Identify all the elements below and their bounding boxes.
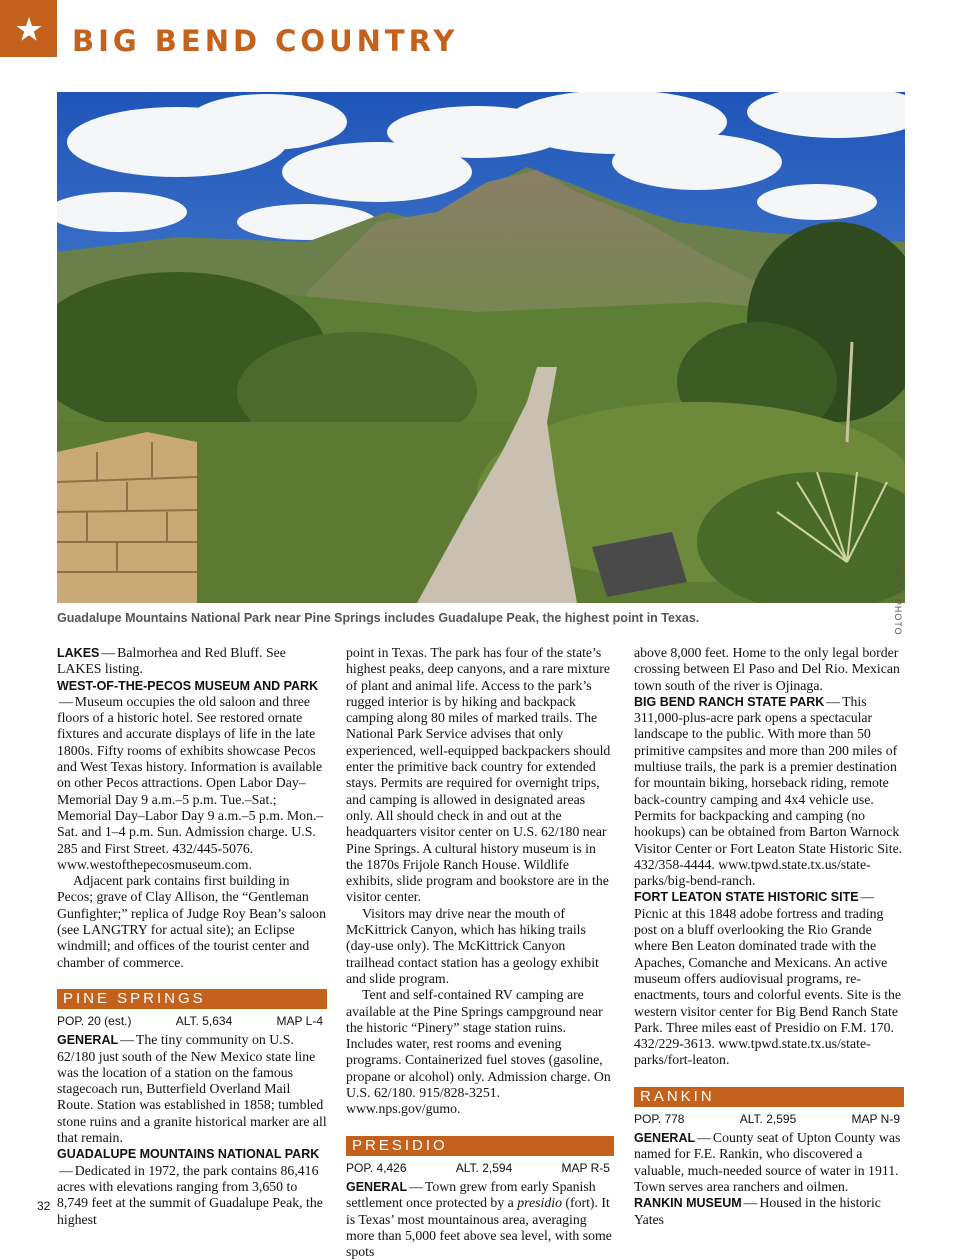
presidio-pop: POP. 4,426: [346, 1160, 407, 1175]
rankin-museum-label: RANKIN MUSEUM: [634, 1196, 742, 1211]
section-title: BIG BEND COUNTRY: [72, 24, 459, 58]
museum-text: Museum occupies the old saloon and three floors of a historic hotel. See restored ornate fixtures and accurate displays of life in the late 1800s. Fifty rooms of exhibits showcase Pecos and West Texas history. Information is available on other Pecos attractions. Open Labor Day–Memorial Day 9 a.m.–5 p.m. Tue.–Sat.; Memorial Day–Labor Day 9 a.m.–5 p.m. Mon.–Sat. and 1–4 p.m. Sun. Admission charge. U.S. 285 and First Street. 432/445-5076. www.westofthepecosmuseum.com.: [57, 693, 324, 872]
pine-general-label: GENERAL: [57, 1033, 119, 1048]
bbr-text: This 311,000-plus-acre park opens a spectacular landscape to the public. With more than 50 primitive campsites and more than 200 miles of multiuse trails, the park is a premier destination for mountain biking, horseback riding, remote back-country camping and 4x4 vehicle use. Permits for backpacking and camping (no hookups) can be obtained from Barton Warnock Visitor Center or Fort Leaton State Historic Site. 432/358-4444. www.tpwd.state.tx.us/state-parks/big-bend-ranch.: [634, 693, 903, 889]
rankin-museum-entry: RANKIN MUSEUM — Housed in the historic Yates: [634, 1195, 881, 1227]
page-number: 32: [37, 1199, 51, 1213]
presidio-header: PRESIDIO: [346, 1136, 614, 1156]
presidio-stats: [346, 1160, 614, 1176]
presidio-continued: above 8,000 feet. Home to the only legal border crossing between El Paso and Del Rio. Mexican town south of the river is Ojinaga.: [634, 645, 900, 693]
landscape-photo: [57, 92, 905, 603]
lakes-entry: LAKES — Balmorhea and Red Bluff. See LAKES listing.: [57, 645, 286, 677]
presidio-map: MAP R-5: [561, 1160, 610, 1175]
presidio-general-text-b: (fort). It is Texas’ most mountainous area, averaging more than 5,000 feet above sea level, with some spots: [346, 1195, 612, 1260]
camping-text: Tent and self-contained RV camping are available at the Pine Springs campground near the historic “Pinery” stage station ruins. Includes water, rest rooms and evening programs. Containerized fuel stoves (gasoline, propane or alcohol) only. Admission charge. On U.S. 62/180. 915/828-3251. www.nps.gov/gumo.: [346, 987, 611, 1117]
column-2: [346, 645, 614, 1260]
rankin-header: RANKIN: [634, 1087, 904, 1107]
gmnp-continued: point in Texas. The park has four of the state’s highest peaks, deep canyons, and a rare mixture of plant and animal life. Access to the park’s rugged interior is by hiking and backpack camping along 80 miles of marked trails. The National Park Service advises that only experienced, well-equipped backpackers should enter the primitive back country for extended stays. Permits are required for overnight trips, and camping is allowed in designated areas only. All should check in and out at the headquarters visitor center on U.S. 62/180 near Pine Springs. A cultural history museum is in the 1870s Frijole Ranch House. Wildlife exhibits, slide program and bookstore are in the visitor center.: [346, 645, 611, 905]
fort-leaton-label: FORT LEATON STATE HISTORIC SITE: [634, 890, 859, 905]
mckittrick-text: Visitors may drive near the mouth of McKittrick Canyon, which has hiking trails (day-use only). The McKittrick Canyon trailhead contact station has a geology exhibit and slide program.: [346, 905, 599, 986]
pine-alt: ALT. 5,634: [175, 1013, 233, 1028]
pine-springs-stats: [57, 1013, 327, 1029]
column-3: [634, 645, 904, 1228]
museum-label: WEST-OF-THE-PECOS MUSEUM AND PARK: [57, 678, 319, 693]
bbr-label: BIG BEND RANCH STATE PARK: [634, 694, 825, 709]
rankin-general-entry: GENERAL — County seat of Upton County was named for F.E. Rankin, who discovered a valuable, much-needed source of water in 1911. Town serves area ranchers and oilmen.: [634, 1130, 901, 1194]
gmnp-label: GUADALUPE MOUNTAINS NATIONAL PARK: [57, 1147, 320, 1162]
pine-pop: POP. 20 (est.): [57, 1013, 132, 1028]
column-1: [57, 645, 327, 1228]
rankin-alt: ALT. 2,595: [739, 1111, 797, 1126]
gmnp-text: Dedicated in 1972, the park contains 86,416 acres with elevations ranging from 3,650 to 8,749 feet at the summit of Guadalupe Peak, the highest: [57, 1162, 323, 1227]
photo-credit: TXDOT PHOTO: [893, 560, 903, 636]
museum-entry: WEST-OF-THE-PECOS MUSEUM AND PARK— Museum occupies the old saloon and three floors of a historic hotel. See restored ornate fixtures and accurate displays of life in the late 1800s. Fifty rooms of exhibits showcase Pecos and West Texas history. Information is available on other Pecos attractions. Open Labor Day–Memorial Day 9 a.m.–5 p.m. Tue.–Sat.; Memorial Day–Labor Day 9 a.m.–5 p.m. Mon.–Sat. and 1–4 p.m. Sun. Admission charge. U.S. 285 and First Street. 432/445-5076. www.westofthepecosmuseum.com.: [57, 678, 324, 872]
pine-general-entry: GENERAL — The tiny community on U.S. 62/180 just south of the New Mexico state line was the location of a station on the famous stagecoach run, Butterfield Overland Mail Route. Station was established in 1858; tumbled stone ruins and a granite historical marker are all that remain.: [57, 1032, 327, 1146]
star-badge: [0, 0, 57, 57]
presidio-general-label: GENERAL: [346, 1179, 408, 1194]
presidio-italic: presidio: [517, 1195, 562, 1211]
star-icon: [16, 16, 42, 42]
pine-springs-header: PINE SPRINGS: [57, 989, 327, 1009]
photo-caption: Guadalupe Mountains National Park near Pine Springs includes Guadalupe Peak, the highest point in Texas.: [57, 611, 700, 625]
fort-leaton-text: Picnic at this 1848 adobe fortress and trading post on a bluff overlooking the Rio Grande where Ben Leaton dominated trade with the Apaches, Comanche and Mexicans. An active museum offers audiovisual programs, re-enactments, tours and colorful events. Site is the western visitor center for Big Bend Ranch State Park. Three miles east of Presidio on F.M. 170. 432/229-3613. www.tpwd.state.tx.us/state-parks/fort-leaton.: [634, 905, 902, 1068]
rankin-stats: [634, 1111, 904, 1127]
presidio-general-entry: GENERAL — Town grew from early Spanish settlement once protected by a presidio (fort). It is Texas’ most mountainous area, averaging more than 5,000 feet above sea level, with some spots: [346, 1178, 612, 1260]
gmnp-entry: GUADALUPE MOUNTAINS NATIONAL PARK— Dedicated in 1972, the park contains 86,416 acres with elevations ranging from 3,650 to 8,749 feet at the summit of Guadalupe Peak, the highest: [57, 1147, 323, 1227]
rankin-pop: POP. 778: [634, 1111, 685, 1126]
pine-map: MAP L-4: [276, 1013, 323, 1028]
rankin-museum-text: Housed in the historic Yates: [634, 1195, 881, 1227]
fort-leaton-entry: FORT LEATON STATE HISTORIC SITE —Picnic at this 1848 adobe fortress and trading post on a bluff overlooking the Rio Grande where Ben Leaton dominated trade with the Apaches, Comanche and Mexicans. An active museum offers audiovisual programs, re-enactments, tours and colorful events. Site is the western visitor center for Big Bend Ranch State Park. Three miles east of Presidio on F.M. 170. 432/229-3613. www.tpwd.state.tx.us/state-parks/fort-leaton.: [634, 889, 902, 1068]
rankin-general-text: County seat of Upton County was named for F.E. Rankin, who discovered a valuable, much-needed source of water in 1911. Town serves area ranchers and oilmen.: [634, 1130, 901, 1194]
presidio-general-text-a: Town grew from early Spanish settlement once protected by a: [346, 1178, 596, 1211]
rankin-general-label: GENERAL: [634, 1131, 696, 1146]
rankin-map: MAP N-9: [851, 1111, 900, 1126]
lakes-label: LAKES: [57, 646, 100, 660]
pine-general-text: The tiny community on U.S. 62/180 just south of the New Mexico state line was the location of a station on the famous stagecoach run, Butterfield Overland Mail Route. Station was established in 1858; tumbled stone ruins and a granite historical marker are all that remain.: [57, 1032, 327, 1146]
bbr-entry: BIG BEND RANCH STATE PARK — This 311,000-plus-acre park opens a spectacular landscape to the public. With more than 50 primitive campsites and more than 200 miles of multiuse trails, the park is a premier destination for mountain biking, horseback riding, remote back-country camping and 4x4 vehicle use. Permits for backpacking and camping (no hookups) can be obtained from Barton Warnock Visitor Center or Fort Leaton State Historic Site. 432/358-4444. www.tpwd.state.tx.us/state-parks/big-bend-ranch.: [634, 693, 903, 889]
museum-text-2: Adjacent park contains first building in Pecos; grave of Clay Allison, the “Gentleman Gunfighter;” replica of Judge Roy Bean’s saloon (see LANGTRY for actual site); an Eclipse windmill; and offices of the tourist center and chamber of commerce.: [57, 873, 326, 970]
presidio-alt: ALT. 2,594: [455, 1160, 513, 1175]
lakes-text: Balmorhea and Red Bluff. See LAKES listing.: [57, 645, 286, 677]
